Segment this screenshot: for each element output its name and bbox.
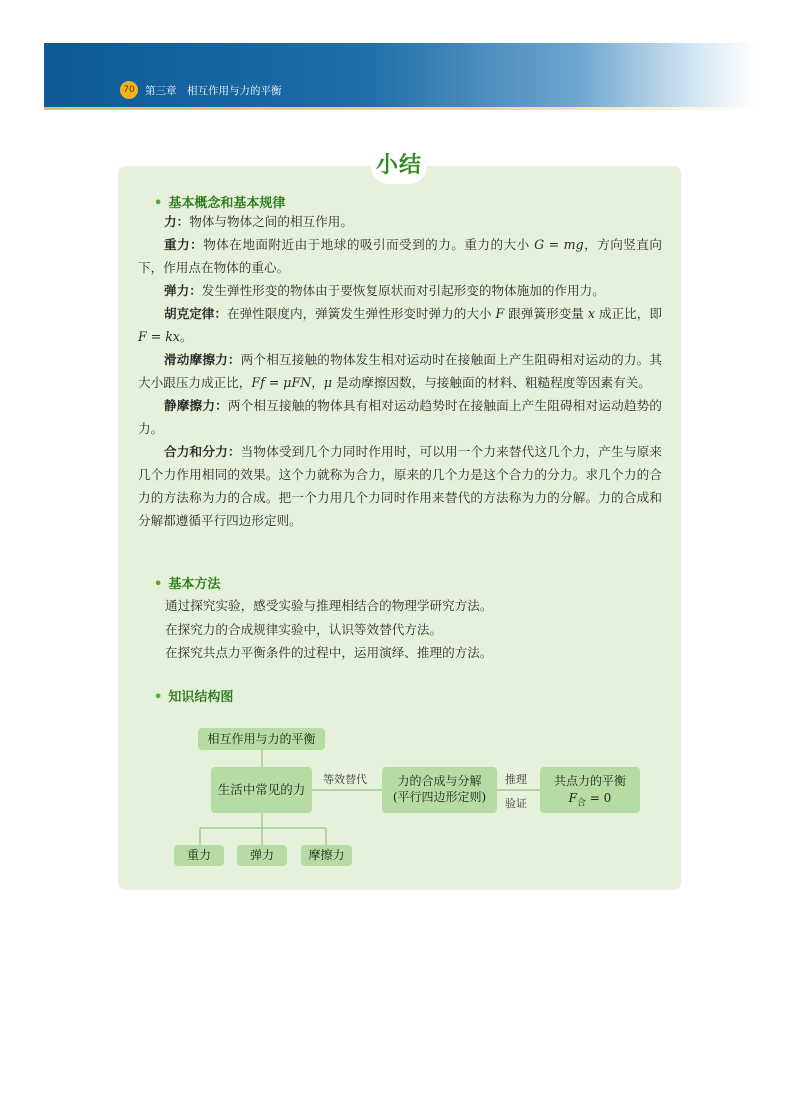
diagram-leaf-friction: 摩擦力 <box>301 845 352 866</box>
subscript-resultant: 合 <box>576 798 586 809</box>
method-item: 通过探究实验，感受实验与推理相结合的物理学研究方法。 <box>165 598 493 613</box>
section-methods-heading <box>154 573 220 592</box>
concept-hooke <box>138 302 662 348</box>
methods-list <box>165 594 492 665</box>
concept-resultant <box>138 440 662 532</box>
symbol-mu: μ <box>323 375 333 390</box>
text-elastic: 发生弹性形变的物体由于要恢复原状而对引起形变的物体施加的作用力。 <box>201 283 605 298</box>
bullet-dot-icon: • <box>154 196 163 211</box>
formula-hooke: F = kx <box>138 329 181 344</box>
method-item: 在探究力的合成规律实验中，认识等效替代方法。 <box>165 621 443 637</box>
text-sliding-1: 两个相互接触的物体发生相对运动时在接触面上产生阻碍相对运动的力。其大小跟压力成正比， <box>138 352 663 390</box>
diagram-common-forces-box: 生活中常见的力 <box>211 767 312 813</box>
text-hooke-4: 。 <box>180 329 193 344</box>
text-force: 物体与物体之间的相互作用。 <box>189 214 353 229</box>
concepts-body <box>138 210 662 532</box>
section-concepts-title: 基本概念和基本规律 <box>168 196 286 211</box>
diagram-leaf-elastic: 弹力 <box>237 845 287 866</box>
text-hooke-2: 跟弹簧形变量 <box>504 306 588 321</box>
bullet-dot-icon: • <box>154 690 163 705</box>
term-static: 静摩擦力： <box>164 398 228 413</box>
term-resultant: 合力和分力： <box>164 444 241 459</box>
label-verification: 验证 <box>505 797 527 810</box>
section-structure-title: 知识结构图 <box>168 690 234 705</box>
section-methods-title: 基本方法 <box>168 577 221 592</box>
symbol-x: x <box>587 306 595 321</box>
composition-line-1: 力的合成与分解 <box>397 774 482 788</box>
term-force: 力： <box>164 214 190 229</box>
concept-force <box>138 210 662 233</box>
text-hooke-1: 在弹性限度内，弹簧发生弹性形变时弹力的大小 <box>226 306 496 321</box>
equilibrium-formula <box>540 790 640 812</box>
formula-sliding: Ff = μFN <box>251 375 312 390</box>
page-title: 小结 <box>371 148 427 184</box>
composition-line-2: (平行四边形定则) <box>392 790 487 804</box>
term-elastic: 弹力： <box>164 283 202 298</box>
section-structure-heading <box>154 686 233 705</box>
text-gravity-2: ，方向竖直向下，作用点在物体的重心。 <box>138 237 663 275</box>
concept-static-friction <box>138 394 662 440</box>
concept-gravity <box>138 233 662 279</box>
bullet-dot-icon: • <box>154 577 163 592</box>
term-gravity: 重力： <box>164 237 204 252</box>
text-hooke-3: 成正比，即 <box>595 306 662 321</box>
label-reasoning: 推理 <box>505 773 527 786</box>
concept-elastic <box>138 279 662 302</box>
symbol-F: F <box>495 306 505 321</box>
method-item: 在探究共点力平衡条件的过程中，运用演绎、推理的方法。 <box>165 645 493 660</box>
section-concepts-heading <box>154 192 285 211</box>
term-hooke: 胡克定律： <box>164 306 227 321</box>
diagram-root-box: 相互作用与力的平衡 <box>198 728 325 750</box>
diagram-equilibrium-box <box>540 767 640 813</box>
diagram-leaf-gravity: 重力 <box>174 845 224 866</box>
concept-sliding-friction <box>138 348 662 394</box>
diagram-composition-box <box>382 767 497 813</box>
equilibrium-line-1: 共点力的平衡 <box>553 774 626 788</box>
text-static: 两个相互接触的物体具有相对运动趋势时在接触面上产生阻碍相对运动趋势的力。 <box>138 398 663 436</box>
text-sliding-2: ， <box>311 375 324 390</box>
label-equivalent-substitution: 等效替代 <box>323 773 367 786</box>
text-resultant: 当物体受到几个力同时作用时，可以用一个力来替代这几个力，产生与原来几个力作用相同的效果。这个力就称为合力，原来的几个力是这个合力的分力。求几个力的合力的方法称为力的合成。把一个力用几个力同时作用来替代的方法称为力的分解。力的合成和分解都遵循平行四边形定则。 <box>138 444 663 528</box>
text-sliding-3: 是动摩擦因数，与接触面的材料、粗糙程度等因素有关。 <box>332 375 651 390</box>
header-rule <box>44 107 756 110</box>
equals-zero: = 0 <box>586 791 612 805</box>
page-number: 70 <box>120 81 138 99</box>
symbol-F-resultant: F <box>568 791 577 805</box>
term-sliding: 滑动摩擦力： <box>164 352 241 367</box>
text-gravity-1: 物体在地面附近由于地球的吸引而受到的力。重力的大小 <box>203 237 535 252</box>
formula-gravity: G = mg <box>534 237 584 252</box>
chapter-title: 第三章 相互作用与力的平衡 <box>145 85 282 97</box>
